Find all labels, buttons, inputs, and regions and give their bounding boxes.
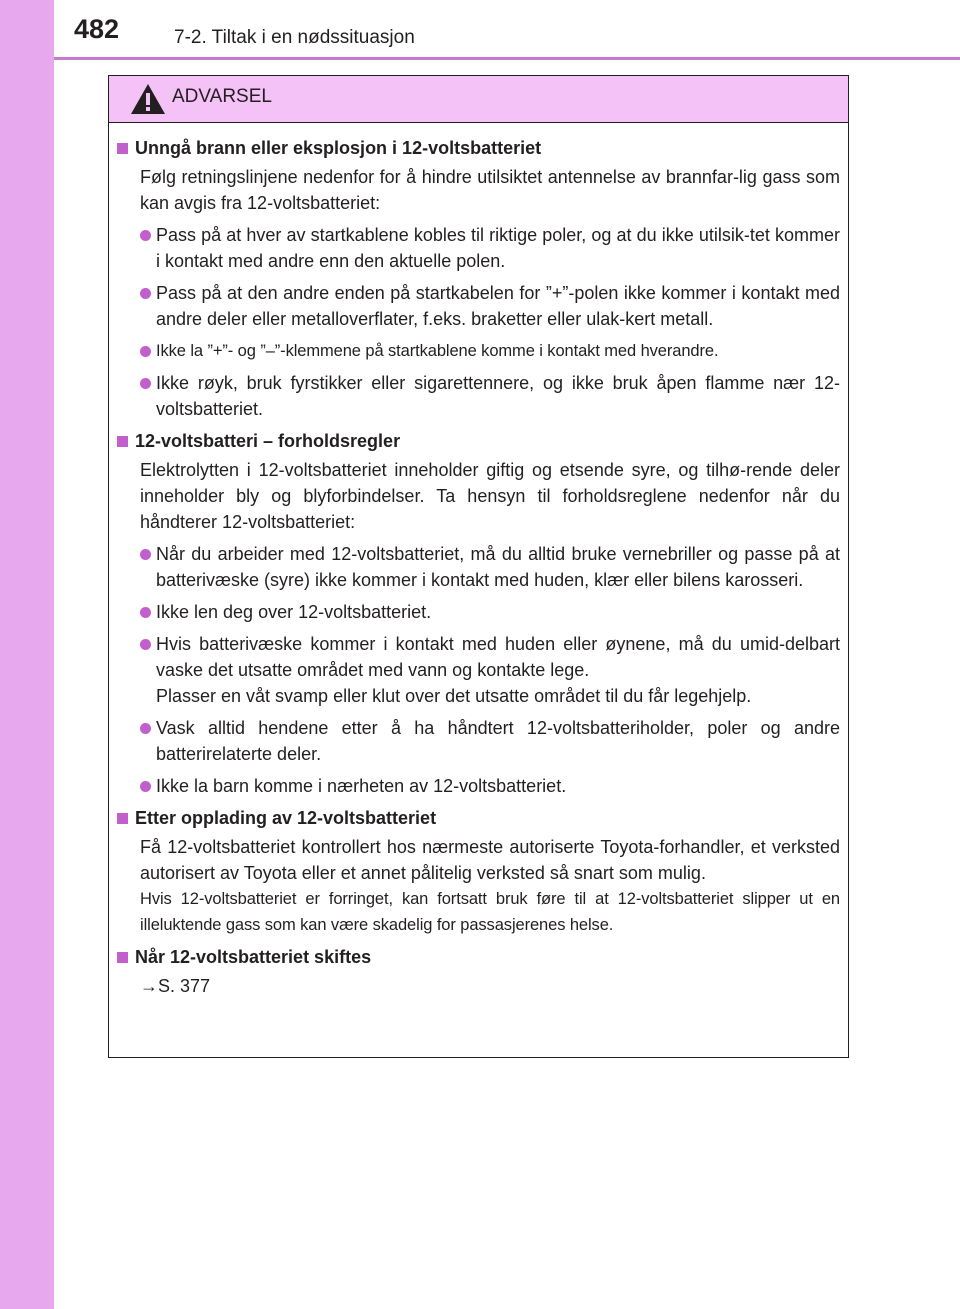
list-item-text: Ikke la ”+”- og ”–”-klemmene på startkablene komme i kontakt med hverandre. [156,342,719,360]
round-bullet-icon [140,230,151,241]
square-bullet-icon [117,952,128,963]
list-item [140,280,840,332]
round-bullet-icon [140,723,151,734]
section-heading-text: Unngå brann eller eksplosjon i 12-voltsbatteriet [135,138,542,158]
warning-triangle-icon [130,83,166,115]
list-item-text: Når du arbeider med 12-voltsbatteriet, må du alltid bruke vernebriller og passe på at batterivæske (syre) ikke kommer i kontakt med huden, klær eller bilens karosseri. [156,544,840,590]
section-intro: Elektrolytten i 12-voltsbatteriet inneholder giftig og etsende syre, og tilhø-rende deler inneholder bly og blyforbindelser. Ta hensyn til forholdsreglene nedenfor når du håndterer 12-voltsbatteriet: [140,460,840,532]
list-item [140,222,840,274]
list-item [140,338,840,364]
round-bullet-icon [140,607,151,618]
section-after-charging [117,805,840,938]
section-paragraph: Hvis 12-voltsbatteriet er forringet, kan fortsatt bruk føre til at 12-voltsbatteriet slipper ut en illeluktende gass som kan være skadelig for passasjerenes helse. [140,890,840,934]
list-item [140,715,840,767]
round-bullet-icon [140,639,151,650]
list-item-text: Pass på at den andre enden på startkabelen for ”+”-polen ikke kommer i kontakt med andre deler eller metalloverflater, f.eks. braketter eller ulak-kert metall. [156,283,840,329]
section-heading [117,805,840,831]
section-battery-precautions [117,428,840,799]
warning-box [108,75,849,1058]
square-bullet-icon [117,436,128,447]
round-bullet-icon [140,781,151,792]
round-bullet-icon [140,549,151,560]
warning-title: ADVARSEL [172,86,272,107]
section-fire-explosion [117,135,840,422]
page-number: 482 [74,14,120,44]
section-heading [117,944,840,970]
square-bullet-icon [117,813,128,824]
section-intro: Følg retningslinjene nedenfor for å hindre utilsiktet antennelse av brannfar-lig gass som kan avgis fra 12-voltsbatteriet: [140,167,840,213]
round-bullet-icon [140,378,151,389]
warning-body [109,123,848,999]
list-item [140,541,840,593]
list-item-text: Ikke len deg over 12-voltsbatteriet. [156,602,432,622]
list-item [140,773,840,799]
warning-header [109,76,848,123]
list-item-text: Vask alltid hendene etter å ha håndtert 12-voltsbatteriholder, poler og andre batterirelaterte deler. [156,718,840,764]
list-item-text-part: Plasser en våt svamp eller klut over det utsatte området til du får legehjelp. [156,686,752,706]
side-color-band [0,0,54,1309]
list-item [140,631,840,709]
list-item-text [156,631,840,709]
section-heading [117,135,840,161]
section-paragraph: Få 12-voltsbatteriet kontrollert hos nærmeste autoriserte Toyota-forhandler, et verksted autorisert av Toyota eller et annet pålitelig verksted så snart som mulig. [140,837,840,883]
section-heading-text: 12-voltsbatteri – forholdsregler [135,431,401,451]
section-heading [117,428,840,454]
square-bullet-icon [117,143,128,154]
round-bullet-icon [140,346,151,357]
list-item-text: Ikke røyk, bruk fyrstikker eller sigarettennere, og ikke bruk åpen flamme nær 12-voltsbatteriet. [156,373,840,419]
header-divider [54,57,960,60]
section-heading-text: Etter opplading av 12-voltsbatteriet [135,808,437,828]
list-item [140,370,840,422]
round-bullet-icon [140,288,151,299]
page-reference-link[interactable]: →S. 377 [140,976,211,996]
section-title: 7-2. Tiltak i en nødssituasjon [174,27,415,48]
section-battery-replacement [117,944,840,999]
list-item-text-part: Hvis batterivæske kommer i kontakt med huden eller øynene, må du umid-delbart vaske det utsatte området med vann og kontakte lege. [156,634,840,680]
page-header [54,0,960,56]
list-item-text: Ikke la barn komme i nærheten av 12-voltsbatteriet. [156,776,567,796]
list-item-text: Pass på at hver av startkablene kobles til riktige poler, og at du ikke utilsik-tet kommer i kontakt med andre enn den aktuelle polen. [156,225,840,271]
section-heading-text: Når 12-voltsbatteriet skiftes [135,947,372,967]
list-item [140,599,840,625]
